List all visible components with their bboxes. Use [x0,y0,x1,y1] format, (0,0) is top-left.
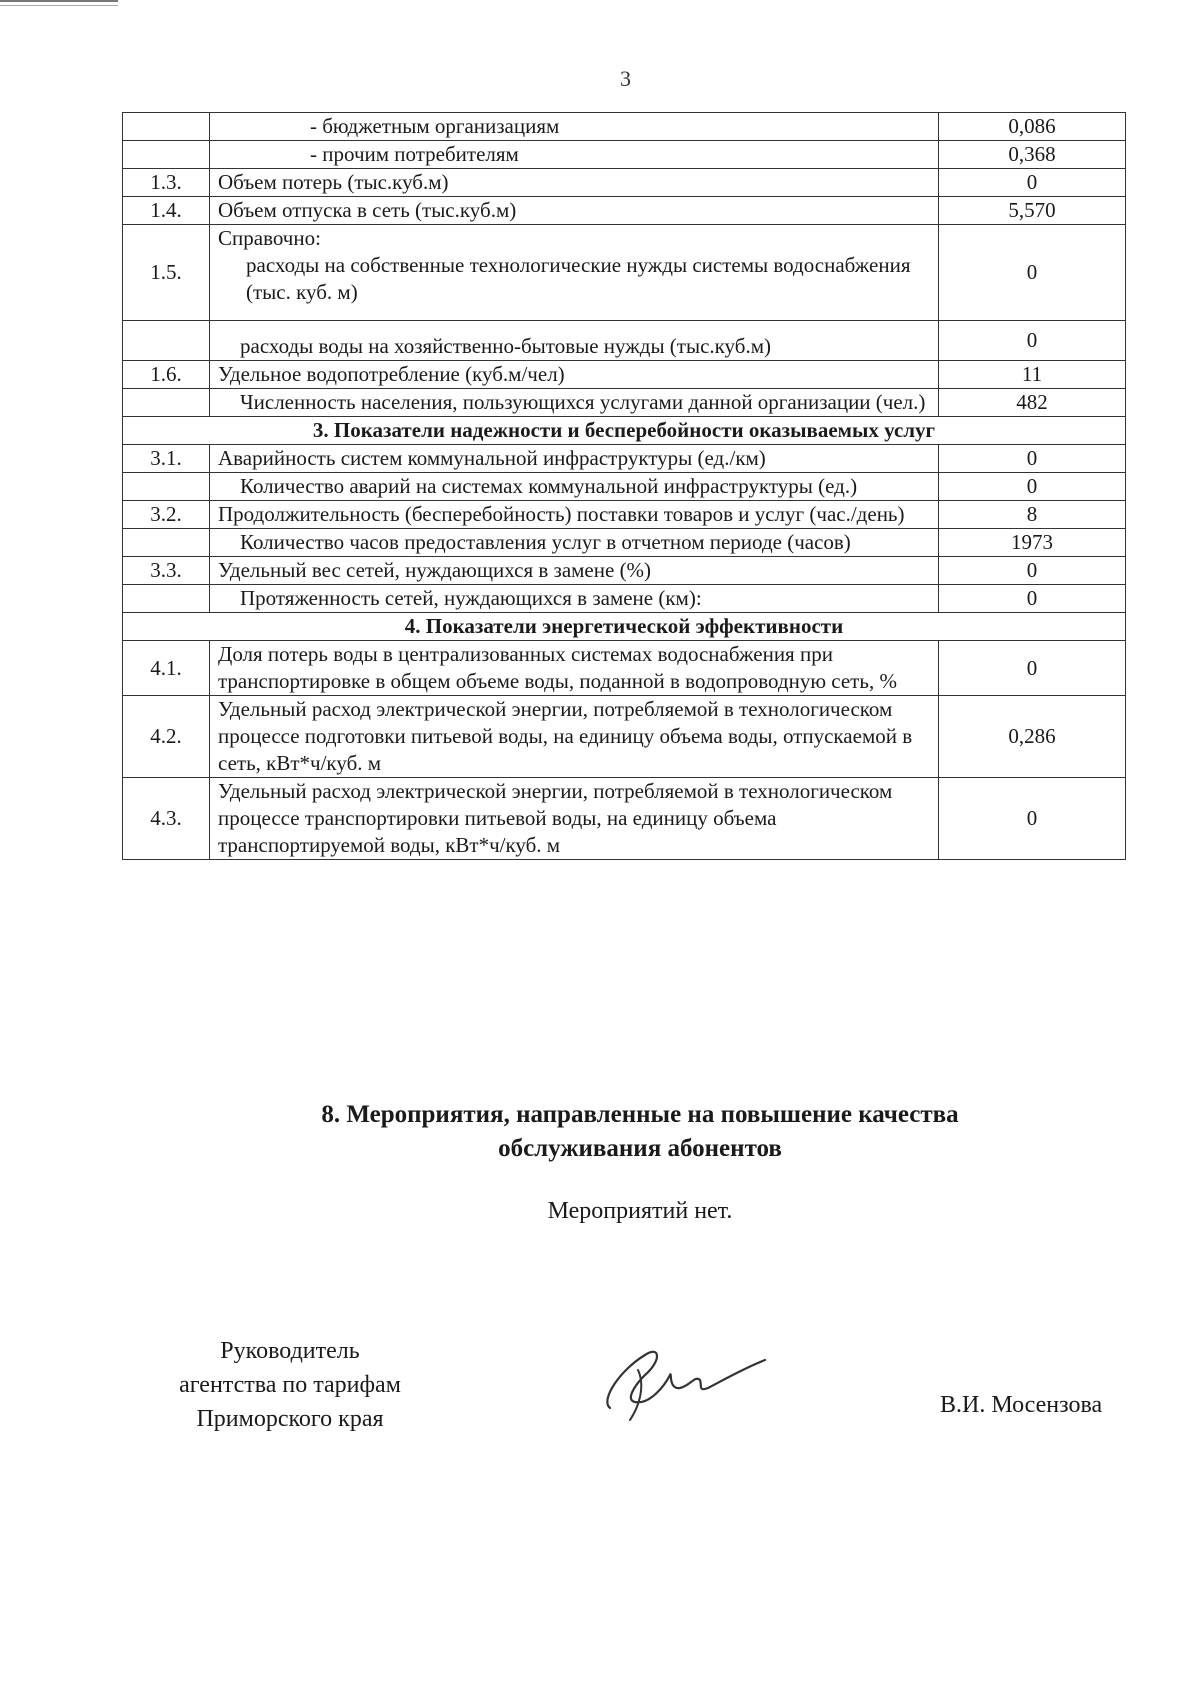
table-row [123,225,1126,321]
table-row [123,529,1126,557]
indicator-name [210,225,939,321]
indicator-name: - прочим потребителям [210,141,939,169]
table-row [123,197,1126,225]
indicator-name: расходы воды на хозяйственно-бытовые нужды (тыс.куб.м) [210,321,939,361]
indicator-name: Удельный расход электрической энергии, потребляемой в технологическом процессе транспортировки питьевой воды, на единицу объема транспортируемой воды, кВт*ч/куб. м [210,778,939,860]
row-number: 4.3. [123,778,210,860]
table-row [123,641,1126,696]
reference-text: расходы на собственные технологические нужды системы водоснабжения (тыс. куб. м) [246,253,911,304]
indicator-name: Численность населения, пользующихся услугами данной организации (чел.) [210,389,939,417]
indicator-value: 1973 [939,529,1126,557]
row-number [123,389,210,417]
indicator-name: Доля потерь воды в централизованных системах водоснабжения при транспортировке в общем объеме воды, поданной в водопроводную сеть, % [210,641,939,696]
row-number: 3.2. [123,501,210,529]
indicators-table [122,112,1126,860]
row-number: 1.6. [123,361,210,389]
indicator-name: Аварийность систем коммунальной инфраструктуры (ед./км) [210,445,939,473]
section-row [123,613,1126,641]
table-row [123,141,1126,169]
indicator-value: 0 [939,445,1126,473]
table-row [123,585,1126,613]
table-row [123,113,1126,141]
row-number: 1.4. [123,197,210,225]
table-row [123,361,1126,389]
table-row [123,696,1126,778]
section-8-text: Мероприятий нет. [547,1198,733,1224]
indicator-value: 0 [939,321,1126,361]
signer-position [130,1334,450,1436]
section-row [123,417,1126,445]
section-8-title-line2: обслуживания абонентов [498,1135,782,1162]
table-row [123,321,1126,361]
row-number [123,529,210,557]
row-number: 3.1. [123,445,210,473]
indicator-name: Объем отпуска в сеть (тыс.куб.м) [210,197,939,225]
table-row [123,557,1126,585]
row-number [123,321,210,361]
indicator-value: 0 [939,225,1126,321]
indicator-name: - бюджетным организациям [210,113,939,141]
indicator-value: 482 [939,389,1126,417]
indicator-name: Количество аварий на системах коммунальной инфраструктуры (ед.) [210,473,939,501]
row-number [123,113,210,141]
row-number [123,141,210,169]
row-number [123,585,210,613]
indicator-value: 0,286 [939,696,1126,778]
table-row [123,389,1126,417]
indicator-value: 5,570 [939,197,1126,225]
section-title: 3. Показатели надежности и бесперебойности оказываемых услуг [123,417,1126,445]
indicator-name: Удельный расход электрической энергии, потребляемой в технологическом процессе подготовки питьевой воды, на единицу объема воды, отпускаемой в сеть, кВт*ч/куб. м [210,696,939,778]
row-number: 3.3. [123,557,210,585]
indicator-value: 0 [939,778,1126,860]
section-8-title [160,1098,1120,1166]
signer-name: В.И. Мосензова [940,1392,1103,1418]
reference-label: Справочно: [218,226,321,250]
table-row [123,473,1126,501]
page-number: 3 [620,66,631,91]
row-number: 1.5. [123,225,210,321]
row-number: 4.1. [123,641,210,696]
handwritten-signature [590,1330,770,1430]
indicator-name: Продолжительность (бесперебойность) поставки товаров и услуг (час./день) [210,501,939,529]
indicator-value: 0 [939,557,1126,585]
signer-position-line3: Приморского края [196,1406,384,1432]
row-number [123,473,210,501]
table-row [123,169,1126,197]
row-number: 4.2. [123,696,210,778]
indicator-value: 0 [939,585,1126,613]
section-title: 4. Показатели энергетической эффективности [123,613,1126,641]
indicator-value: 0,368 [939,141,1126,169]
section-8-title-line1: 8. Мероприятия, направленные на повышение качества [321,1101,959,1128]
indicator-value: 11 [939,361,1126,389]
indicator-name: Протяженность сетей, нуждающихся в замене (км): [210,585,939,613]
indicator-value: 8 [939,501,1126,529]
table-row [123,501,1126,529]
table-row [123,778,1126,860]
indicator-name: Удельное водопотребление (куб.м/чел) [210,361,939,389]
indicator-name: Удельный вес сетей, нуждающихся в замене (%) [210,557,939,585]
indicator-name: Количество часов предоставления услуг в отчетном периоде (часов) [210,529,939,557]
signer-position-line2: агентства по тарифам [179,1372,401,1398]
indicator-value: 0 [939,473,1126,501]
indicator-value: 0 [939,169,1126,197]
signer-position-line1: Руководитель [220,1338,360,1364]
row-number: 1.3. [123,169,210,197]
indicator-value: 0,086 [939,113,1126,141]
indicator-name: Объем потерь (тыс.куб.м) [210,169,939,197]
table-row [123,445,1126,473]
scan-corner-mark [0,0,118,6]
indicator-value: 0 [939,641,1126,696]
